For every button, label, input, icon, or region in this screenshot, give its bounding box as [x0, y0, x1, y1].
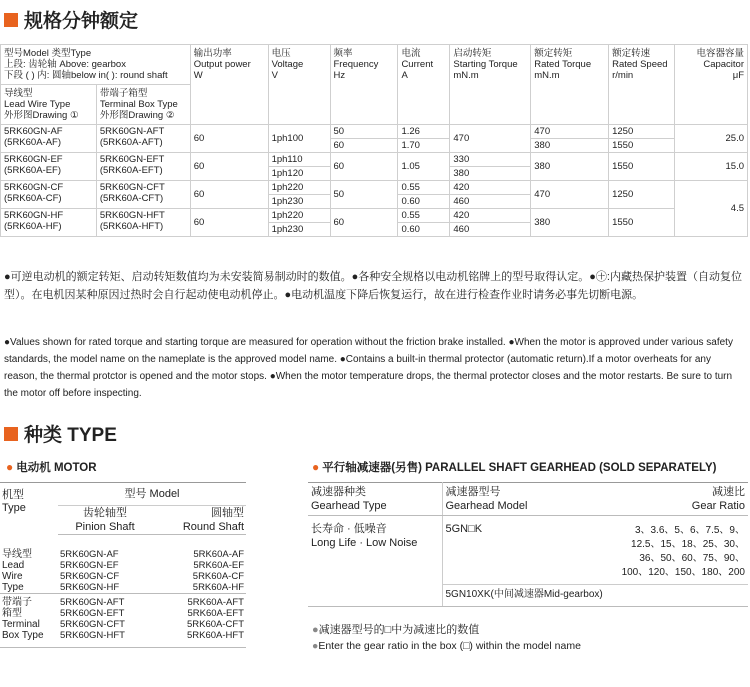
current-value: 1.26 — [398, 125, 450, 139]
rated-speed-value: 1250 — [609, 125, 675, 139]
frequency-value: 60 — [330, 139, 398, 153]
output-value: 60 — [190, 209, 268, 237]
round-model: 5RK60A-EF — [193, 560, 244, 571]
gearhead-model-header: 减速器型号 Gearhead Model — [442, 483, 602, 516]
current-value: 0.60 — [398, 223, 450, 237]
spec-section-title: 规格分钟额定 — [4, 6, 138, 33]
output-value: 60 — [190, 181, 268, 209]
pinion-model: 5RK60GN-HFT — [58, 630, 152, 648]
frequency-value: 50 — [330, 125, 398, 139]
bullet-icon: ● — [6, 460, 14, 474]
model-type-header: 型号Model 类型Type 上段: 齿轮轴 Above: gearbox 下段 ( ) 内: 圆轴below in( ): round shaft — [1, 45, 191, 85]
voltage-value: 1ph120 — [268, 167, 330, 181]
current-header: 电流 Current A — [398, 45, 450, 125]
gearhead-model-value: 5GN□K — [445, 523, 483, 535]
capacitor-value: 15.0 — [675, 153, 748, 181]
type-section-title: 种类 TYPE — [4, 420, 117, 447]
round-model: 5RK60A-AFT — [187, 597, 244, 608]
rated-torque-value: 380 — [531, 139, 609, 153]
lead-wire-header: 导线型 Lead Wire Type 外形图Drawing ① — [1, 85, 97, 125]
gearhead-type-value: 长寿命 · 低噪音 Long Life · Low Noise — [308, 516, 442, 607]
starting-torque-value: 330 — [450, 153, 531, 167]
voltage-value: 1ph110 — [268, 153, 330, 167]
output-value: 60 — [190, 153, 268, 181]
capacitor-header: 电容器容量 Capacitor μF — [675, 45, 748, 125]
orange-square-icon — [4, 427, 18, 441]
motor-type-header: 机型 Type — [0, 483, 58, 535]
rated-torque-value: 380 — [531, 209, 609, 237]
motor-model-header: 型号 Model — [58, 483, 246, 506]
output-header: 输出功率 Output power W — [190, 45, 268, 125]
bullet-icon: ● — [312, 640, 319, 652]
starting-torque-value: 460 — [450, 195, 531, 209]
gear-ratio-note-chinese: ●减速器型号的□中为减速比的数值 — [312, 624, 480, 636]
voltage-value: 1ph230 — [268, 223, 330, 237]
gearhead-subhead: ● 平行轴减速器(另售) PARALLEL SHAFT GEARHEAD (SOLD SEPARATELY) — [312, 460, 717, 474]
starting-torque-header: 启动转矩 Starting Torque mN.m — [450, 45, 531, 125]
starting-torque-value: 420 — [450, 209, 531, 223]
gear-ratio-header: 减速比 Gear Ratio — [602, 483, 748, 516]
frequency-value: 50 — [330, 181, 398, 209]
current-value: 0.55 — [398, 209, 450, 223]
spec-table — [0, 44, 748, 237]
spec-note-english: ●Values shown for rated torque and starting torque are measured for operation without the friction brake installed. ●When the motor is approved under various safety standards, the model name on the nameplate is the approved model name. ●Contains a built-in thermal protector (automatic return).If a motor overheats for any reason, the thermal protctor is opened and the motor stops. ●When the motor temperature drops, the thermal protector closes and the motor restarts. Be sure to turn the motor off before inspecting. — [4, 337, 733, 399]
terminal-box-model: 5RK60GN-AFT (5RK60A-AFT) — [96, 125, 190, 153]
current-value: 1.05 — [398, 153, 450, 181]
terminal-box-header: 带端子箱型 Terminal Box Type 外形图Drawing ② — [96, 85, 190, 125]
round-model: 5RK60A-EFT — [187, 608, 244, 619]
round-model: 5RK60A-CFT — [186, 619, 244, 630]
voltage-value: 1ph220 — [268, 181, 330, 195]
round-model: 5RK60A-CF — [192, 571, 244, 582]
frequency-header: 频率 Frequency Hz — [330, 45, 398, 125]
voltage-value: 1ph100 — [268, 125, 330, 153]
rated-torque-value: 470 — [531, 181, 609, 209]
motor-table — [0, 482, 246, 648]
lead-wire-model: 5RK60GN-EF (5RK60A-EF) — [1, 153, 97, 181]
terminal-box-model: 5RK60GN-CFT (5RK60A-CFT) — [96, 181, 190, 209]
starting-torque-value: 380 — [450, 167, 531, 181]
rated-speed-value: 1550 — [609, 139, 675, 153]
voltage-value: 1ph230 — [268, 195, 330, 209]
pinion-model: 5RK60GN-CFT — [60, 619, 125, 630]
rated-torque-value: 470 — [531, 125, 609, 139]
gear-ratio-values: 3、3.6、5、6、7.5、9、 12.5、15、18、25、30、 36、50、60、75、90、 100、120、150、180、200 — [621, 525, 745, 578]
current-value: 0.60 — [398, 195, 450, 209]
spec-row-cf — [1, 181, 748, 195]
lead-wire-model: 5RK60GN-HF (5RK60A-HF) — [1, 209, 97, 237]
pinion-model: 5RK60GN-AF — [60, 549, 119, 560]
rated-torque-header: 额定转矩 Rated Torque mN.m — [531, 45, 609, 125]
pinion-model: 5RK60GN-EF — [60, 560, 119, 571]
pinion-model: 5RK60GN-CF — [60, 571, 120, 582]
lead-wire-type-label: 导线型 Lead Wire Type — [0, 535, 58, 594]
round-model: 5RK60A-HFT — [152, 630, 246, 648]
pinion-model: 5RK60GN-HF — [58, 582, 152, 594]
round-shaft-header: 圆轴型 Round Shaft — [152, 506, 246, 535]
rated-speed-value: 1550 — [609, 209, 675, 237]
lead-wire-model: 5RK60GN-CF (5RK60A-CF) — [1, 181, 97, 209]
spec-note-chinese: ●可逆电动机的额定转矩、启动转矩数值均为未安装简易制动时的数值。●各种安全规格以电动机铭牌上的型号取得认定。●㊉:内藏热保护装置（自动复位型）。在电机因某种原因过热时会自行起动使电动机停止。●电动机温度下降后恢复运行，故在进行检查作业时请务必事先切断电源。 — [4, 271, 742, 301]
round-model: 5RK60A-HF — [152, 582, 246, 594]
terminal-box-type-label: 带端子 箱型 Terminal Box Type — [0, 594, 58, 648]
starting-torque-value: 470 — [450, 125, 531, 153]
rated-torque-value: 380 — [531, 153, 609, 181]
round-model: 5RK60A-AF — [193, 549, 244, 560]
gearhead-table — [308, 482, 748, 607]
bullet-icon: ● — [312, 624, 319, 636]
frequency-value: 60 — [330, 153, 398, 181]
gear-ratio-note-english: ●Enter the gear ratio in the box (□) within the model name — [312, 640, 581, 652]
frequency-value: 60 — [330, 209, 398, 237]
bullet-icon: ● — [312, 460, 320, 474]
spec-row-ef — [1, 153, 748, 167]
gearhead-type-header: 减速器种类 Gearhead Type — [308, 483, 442, 516]
pinion-model: 5RK60GN-EFT — [60, 608, 125, 619]
current-value: 0.55 — [398, 181, 450, 195]
spec-row-af — [1, 125, 748, 139]
starting-torque-value: 420 — [450, 181, 531, 195]
capacitor-value: 4.5 — [675, 181, 748, 237]
mid-gearbox-value: 5GN10XK(中间减速器Mid-gearbox) — [442, 585, 748, 607]
lead-wire-model: 5RK60GN-AF (5RK60A-AF) — [1, 125, 97, 153]
current-value: 1.70 — [398, 139, 450, 153]
terminal-box-model: 5RK60GN-EFT (5RK60A-EFT) — [96, 153, 190, 181]
capacitor-value: 25.0 — [675, 125, 748, 153]
terminal-box-model: 5RK60GN-HFT (5RK60A-HFT) — [96, 209, 190, 237]
output-value: 60 — [190, 125, 268, 153]
rated-speed-value: 1250 — [609, 181, 675, 209]
orange-square-icon — [4, 13, 18, 27]
starting-torque-value: 460 — [450, 223, 531, 237]
voltage-header: 电压 Voltage V — [268, 45, 330, 125]
rated-speed-value: 1550 — [609, 153, 675, 181]
pinion-shaft-header: 齿轮轴型 Pinion Shaft — [58, 506, 152, 535]
spec-row-hf — [1, 209, 748, 223]
rated-speed-header: 额定转速 Rated Speed r/min — [609, 45, 675, 125]
voltage-value: 1ph220 — [268, 209, 330, 223]
motor-subhead: ● 电动机 MOTOR — [6, 460, 97, 474]
pinion-model: 5RK60GN-AFT — [60, 597, 125, 608]
